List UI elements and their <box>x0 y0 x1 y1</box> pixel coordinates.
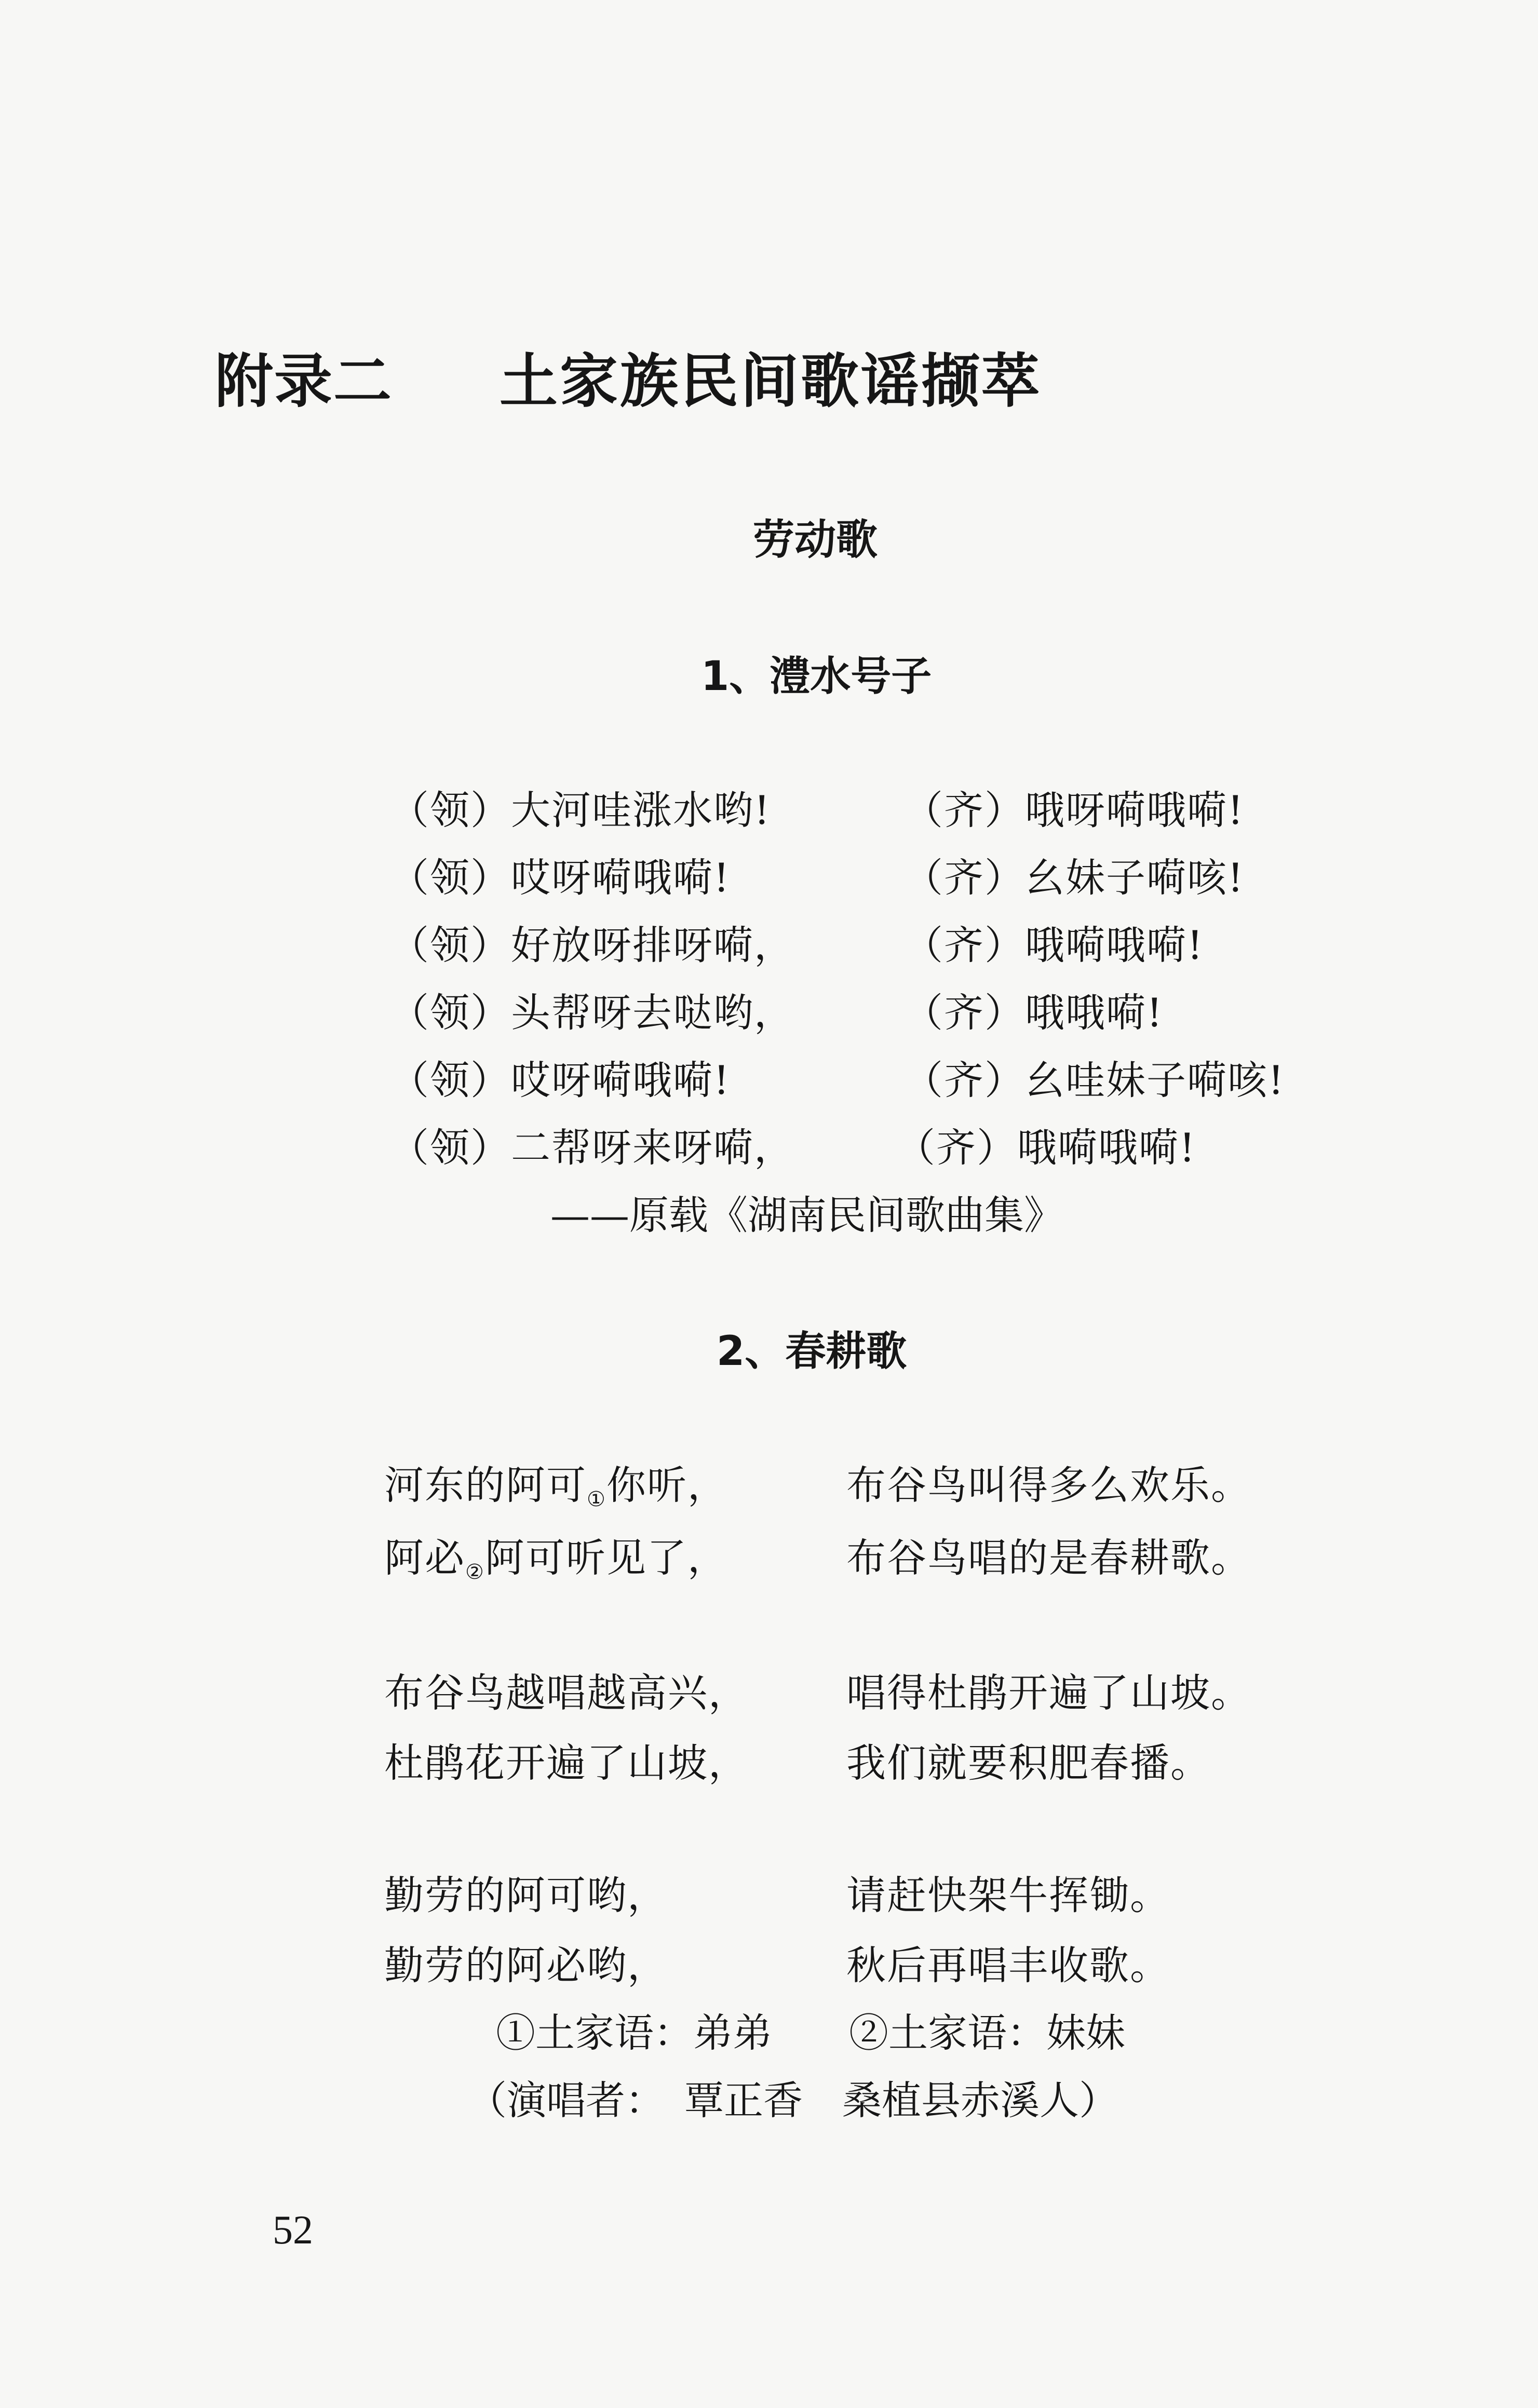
song2-left-line: 布谷鸟越唱越高兴， <box>384 1670 749 1716</box>
song2-right-line: 布谷鸟叫得多么欢乐。 <box>846 1462 1251 1508</box>
song1-chorus-line: （齐）哦嗬哦嗬! <box>896 1125 1196 1171</box>
song1-chorus-line: （齐）哦呀嗬哦嗬! <box>903 787 1245 833</box>
footnote-marker: ② <box>465 1560 485 1584</box>
song2-left-line <box>384 1526 728 1584</box>
performer-credit: （演唱者： 覃正香 桑植县赤溪人） <box>467 2077 1118 2123</box>
song2-right-line: 我们就要积肥春播。 <box>846 1740 1211 1786</box>
song2-left-line: 勤劳的阿必哟， <box>384 1942 668 1988</box>
song1-source: ——原载《湖南民间歌曲集》 <box>550 1192 1063 1238</box>
song2-right-line: 唱得杜鹃开遍了山坡。 <box>846 1670 1251 1716</box>
song1-chorus-line: （齐）幺哇妹子嗬咳! <box>903 1057 1285 1103</box>
song2-right-line: 秋后再唱丰收歌。 <box>846 1942 1170 1988</box>
song2-title: 2、春耕歌 <box>717 1328 907 1375</box>
song1-title: 1、澧水号子 <box>701 653 932 700</box>
song1-lead-line: （领）哎呀嗬哦嗬! <box>389 1057 731 1103</box>
song2-line2-text: 阿可听见了， <box>484 1535 728 1581</box>
song1-chorus-line: （齐）幺妹子嗬咳! <box>903 855 1245 901</box>
song2-left-line <box>384 1454 728 1511</box>
footnote: ②土家语：妹妹 <box>849 2010 1125 2056</box>
footnote-marker: ① <box>587 1487 606 1511</box>
song2-right-line: 布谷鸟唱的是春耕歌。 <box>846 1535 1251 1581</box>
section-title: 劳动歌 <box>753 516 878 564</box>
song1-chorus-line: （齐）哦哦嗬! <box>903 990 1164 1036</box>
song2-line1-text: 你听， <box>606 1462 728 1508</box>
chapter-number: 附录二 <box>215 348 393 415</box>
song2-right-line: 请赶快架牛挥锄。 <box>846 1872 1170 1918</box>
chapter-title: 土家族民间歌谣撷萃 <box>500 348 1042 415</box>
song2-line2-text: 阿必 <box>384 1535 465 1581</box>
page-number: 52 <box>273 2207 313 2252</box>
song2-left-line: 勤劳的阿可哟， <box>384 1872 668 1918</box>
song1-lead-line: （领）头帮呀去哒哟， <box>389 990 794 1036</box>
song1-lead-line: （领）哎呀嗬哦嗬! <box>389 855 731 901</box>
song2-left-line: 杜鹃花开遍了山坡， <box>384 1740 749 1786</box>
song2-line1-text: 河东的阿可 <box>384 1462 587 1508</box>
song1-chorus-line: （齐）哦嗬哦嗬! <box>903 922 1204 968</box>
song1-lead-line: （领）二帮呀来呀嗬， <box>389 1125 794 1171</box>
footnote: ①土家语：弟弟 <box>496 2010 772 2056</box>
song1-lead-line: （领）大河哇涨水哟! <box>389 787 771 833</box>
song1-lead-line: （领）好放呀排呀嗬， <box>389 922 794 968</box>
